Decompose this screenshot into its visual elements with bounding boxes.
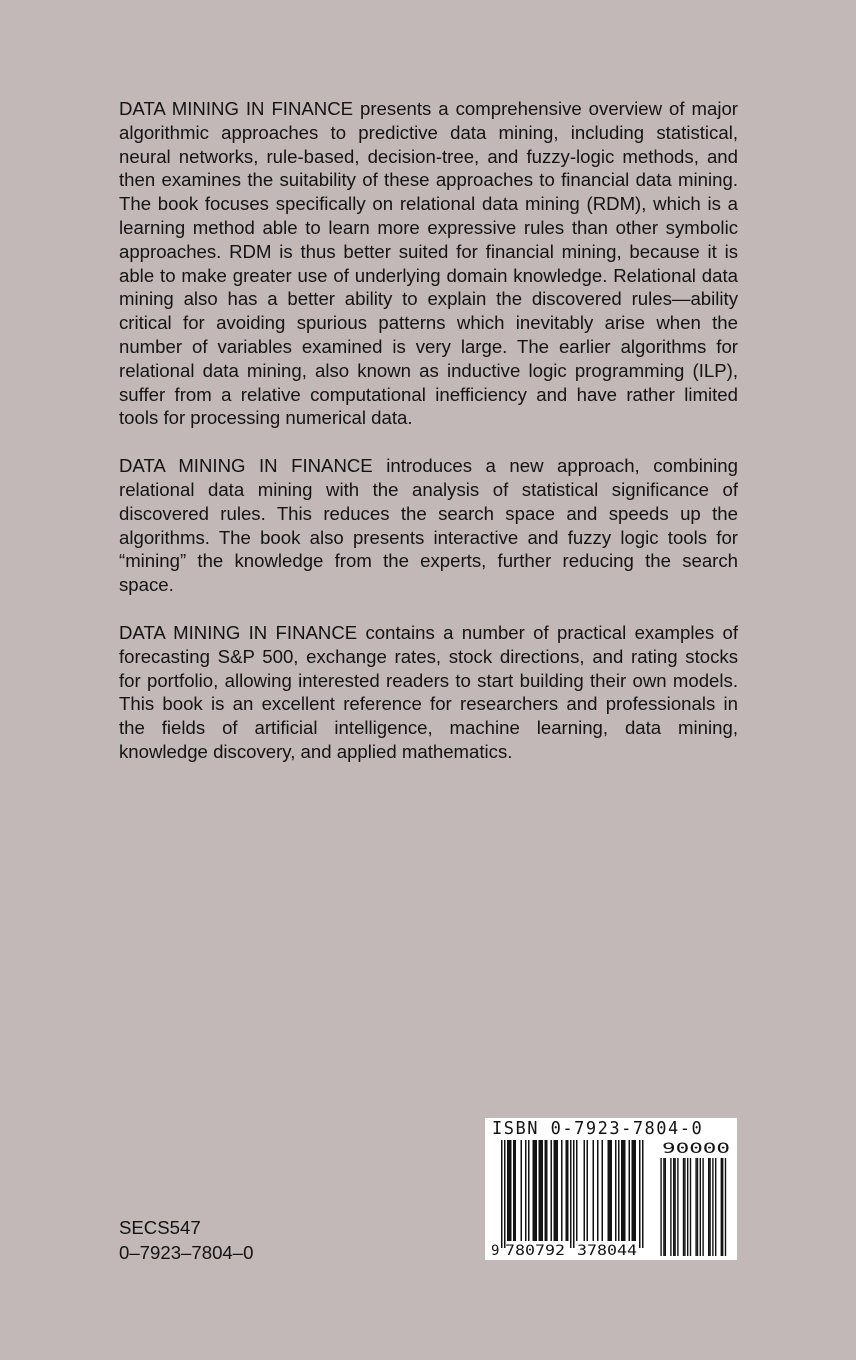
ean-guard-bar [639, 1140, 641, 1248]
blurb-paragraph-1: DATA MINING IN FINANCE presents a comprehensive overview of major algorithmic approaches to predictive data mining, including statistical, neural networks, rule-based, decision-tree, and fuzzy-logic methods, and then examines the suitability of these approaches to financial data mining. The book focuses specifically on relational data mining (RDM), which is a learning method able to learn more expressive rules than other symbolic approaches. RDM is thus better suited for financial mining, because it is able to make greater use of underlying domain knowledge. Relational data mining also has a better ability to explain the discovered rules—ability critical for avoiding spurious patterns which inevitably arise when the number of variables examined is very large. The earlier algorithms for relational data mining, also known as inductive logic programming (ILP), suffer from a relative computational inefficiency and have rather limited tools for processing numerical data. [119, 98, 738, 429]
ean-bar [597, 1140, 599, 1241]
ean-bar [510, 1140, 512, 1241]
ean-bar [515, 1140, 517, 1241]
barcode [485, 1118, 737, 1260]
ean-bar [567, 1140, 569, 1241]
addon-bar [721, 1158, 722, 1256]
addon-bar [690, 1158, 691, 1256]
ean-bar [602, 1140, 604, 1241]
blurb-paragraph-2: DATA MINING IN FINANCE introduces a new approach, combining relational data mining with the analysis of statistical significance of discovered rules. This reduces the search space and speeds up the algorithms. The book also presents interactive and fuzzy logic tools for “mining” the knowledge from the experts, further reducing the search space. [119, 455, 738, 596]
addon-bar [663, 1158, 664, 1256]
addon-bar [700, 1158, 701, 1256]
ean-bar [635, 1140, 637, 1241]
barcode-bars [485, 1118, 737, 1260]
ean-bar [623, 1140, 625, 1241]
ean-bar [621, 1140, 623, 1241]
addon-bar [670, 1158, 671, 1256]
addon-bar [709, 1158, 710, 1256]
ean-bar [576, 1140, 578, 1241]
ean-first-digit: 9 [491, 1243, 500, 1259]
ean-bar [587, 1140, 589, 1241]
addon-bar [677, 1158, 678, 1256]
addon-bar [697, 1158, 698, 1256]
ean-bar [561, 1140, 563, 1241]
addon-bar [722, 1158, 723, 1256]
ean-bar [593, 1140, 595, 1241]
series-code: SECS547 [119, 1217, 201, 1238]
addon-bar [673, 1158, 674, 1256]
ean-left-digits: 780792 [505, 1243, 565, 1259]
ean-guard-bar [642, 1140, 644, 1248]
ean-guard-bar [501, 1140, 503, 1248]
ean-right-digits: 378044 [577, 1243, 637, 1259]
ean-bar [525, 1140, 527, 1241]
ean-bar [542, 1140, 544, 1241]
ean-bar [536, 1140, 538, 1241]
ean-bar [566, 1140, 568, 1241]
addon-bar [660, 1158, 661, 1256]
ean-bar [618, 1140, 620, 1241]
ean-bar [540, 1140, 542, 1241]
catalog-codes [119, 1215, 253, 1265]
ean-bar [624, 1140, 626, 1241]
addon-bar [715, 1158, 716, 1256]
addon-bar [712, 1158, 713, 1256]
ean-bar [555, 1140, 557, 1241]
ean-guard-bar [573, 1140, 575, 1248]
addon-bar [702, 1158, 703, 1256]
ean-bar [615, 1140, 617, 1241]
ean-guard-bar [504, 1140, 506, 1248]
addon-bar [687, 1158, 688, 1256]
ean-bar [539, 1140, 541, 1241]
ean-bar [629, 1140, 631, 1241]
ean-bar [507, 1140, 509, 1241]
ean-bar [521, 1140, 523, 1241]
addon-bar [683, 1158, 684, 1256]
ean-bar [557, 1140, 559, 1241]
ean-bar [633, 1140, 635, 1241]
addon-bars [660, 1158, 726, 1256]
ean-bar [546, 1140, 548, 1241]
addon-bar [665, 1158, 666, 1256]
ean-guard-bar [570, 1140, 572, 1248]
ean-bar [534, 1140, 536, 1241]
ean-bar [513, 1140, 515, 1241]
isbn-code: 0–7923–7804–0 [119, 1242, 254, 1263]
ean-bar [554, 1140, 556, 1241]
ean-bar [584, 1140, 586, 1241]
ean-bar [528, 1140, 530, 1241]
ean-bar [611, 1140, 613, 1241]
ean-bar [551, 1140, 553, 1241]
ean-bar [608, 1140, 610, 1241]
addon-bar [708, 1158, 709, 1256]
blurb-paragraph-3: DATA MINING IN FINANCE contains a number of practical examples of forecasting S&P 500, exchange rates, stock directions, and rating stocks for portfolio, allowing interested readers to start building their own models. This book is an excellent reference for researchers and professionals in the fields of artificial intelligence, machine learning, data mining, knowledge discovery, and applied mathematics. [119, 621, 738, 762]
ean-bar [509, 1140, 511, 1241]
addon-bar [684, 1158, 685, 1256]
ean-bar [533, 1140, 535, 1241]
barcode-isbn-label: ISBN 0-7923-7804-0 [492, 1118, 704, 1140]
ean-bars [501, 1140, 644, 1248]
blurb-text [119, 97, 738, 788]
ean-bar [545, 1140, 547, 1241]
addon-bar [695, 1158, 696, 1256]
addon-bar [674, 1158, 675, 1256]
ean-bar [632, 1140, 634, 1241]
addon-digits: 90000 [662, 1141, 730, 1157]
ean-bar [609, 1140, 611, 1241]
addon-bar [725, 1158, 726, 1256]
